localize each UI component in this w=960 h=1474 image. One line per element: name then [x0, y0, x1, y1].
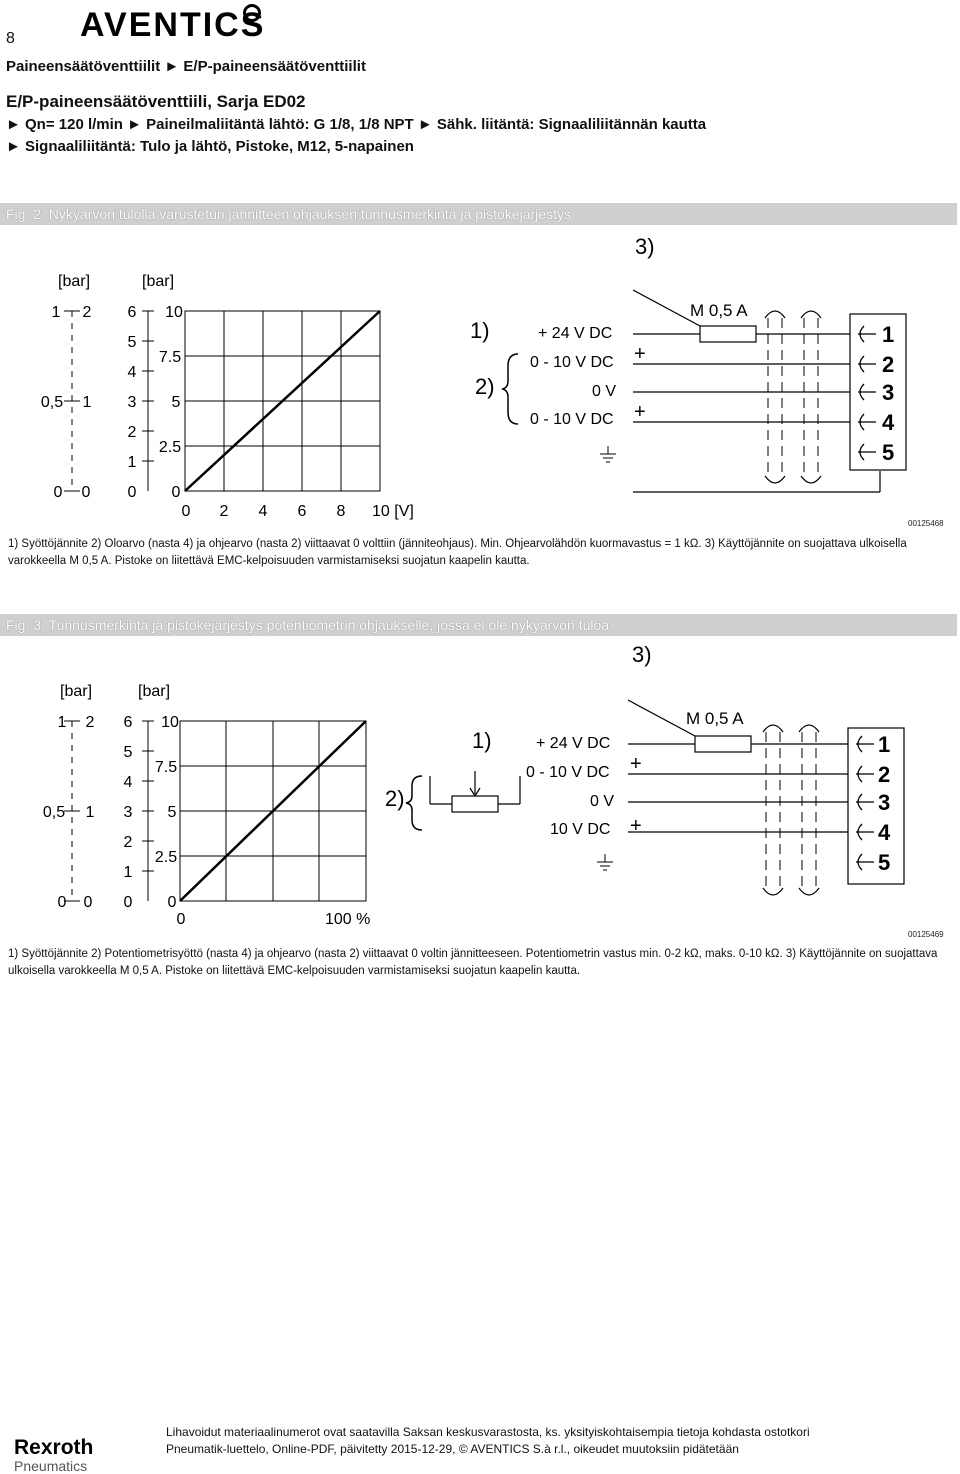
- fig3-axis2-label: 5: [123, 744, 133, 761]
- fig3-caption: 1) Syöttöjännite 2) Potentiometrisyöttö (nasta 4) ja ohjearvo (nasta 2) viittaavat 0 voltin jännitteeseen. Potentiometrin vastus min. 0-2 kΩ, maks. 0-10 kΩ. 3) Käyttöjännite on suojattava ulkoisella varokkeella M 0,5 A. Pistoke on liitettävä EMC-kelpoisuuden varmistamiseksi suojatun kaapelin kautta.: [8, 948, 938, 977]
- fig3-pin: 2: [878, 762, 891, 787]
- fig3-axis2-label: 2: [123, 834, 133, 851]
- fig2-code: 00125468: [908, 519, 944, 528]
- fig2-axis1-label: 0: [53, 484, 63, 501]
- fig3-axis2-label: 6: [123, 714, 133, 731]
- fig3-plus: +: [630, 753, 642, 775]
- fig3-wires: [628, 700, 904, 884]
- fig3-title: Fig. 3, Tunnusmerkintä ja pistokejärjestys potentiometrin ohjaukselle, jossa ei ole nykyarvon tuloa: [6, 617, 610, 633]
- fig2-pin: 3: [882, 380, 895, 405]
- fig3-pin-contacts: [856, 736, 874, 870]
- fig2-title: Fig. 2, Nykyarvon tulolla varustetun jännitteen ohjauksen tunnusmerkintä ja pistokejärjestys: [6, 206, 571, 222]
- fig2-axis1-label: 0: [81, 484, 91, 501]
- fig2-axis3-label: 10: [165, 304, 183, 321]
- breadcrumb: Paineensäätöventtiilit ► E/P-paineensäätöventtiilit: [6, 58, 366, 75]
- fig3-axis3-label: 10: [161, 714, 179, 731]
- fig3-x-tick: 100 %: [325, 911, 371, 928]
- fig2-pin: 5: [882, 440, 895, 465]
- fig3-diagram: [0, 636, 960, 936]
- fig2-axis1-label: 2: [82, 304, 92, 321]
- fig3-pin: 5: [878, 850, 891, 875]
- fig2-axis1-label: 0,5: [40, 394, 64, 411]
- fig3-pin: 1: [878, 732, 891, 757]
- fig2-axis2-label: 2: [127, 424, 137, 441]
- fig3-unit1: [bar]: [60, 683, 93, 700]
- rexroth-logo-sub: Pneumatics: [14, 1458, 88, 1474]
- fig3-axis2-label: 0: [123, 894, 133, 911]
- fig2-axis3-label: 0: [171, 484, 181, 501]
- fig3-line: 0 - 10 V DC: [526, 764, 610, 781]
- aventics-logo: AVENTICS: [80, 6, 266, 44]
- fig2-unit2: [bar]: [142, 273, 175, 290]
- fig3-axis1-label: 1: [57, 714, 67, 731]
- page-title: E/P-paineensäätöventtiili, Sarja ED02: [6, 92, 306, 111]
- rexroth-logo: Rexroth: [14, 1436, 94, 1459]
- fig2-pin: 4: [882, 410, 895, 435]
- fig2-title-bar: [0, 203, 957, 225]
- fig2-axis1-label: 1: [51, 304, 61, 321]
- fig3-code: 00125469: [908, 930, 944, 939]
- fig3-axis1-label: 0: [57, 894, 67, 911]
- fig3-x-tick: 0: [176, 911, 186, 928]
- fig2-x-tick: 2: [219, 503, 229, 520]
- fig2-axis3-label: 2.5: [158, 439, 182, 456]
- fig3-axis2-label: 1: [123, 864, 133, 881]
- fig2-pin: 2: [882, 352, 895, 377]
- fig2-caption: 1) Syöttöjännite 2) Oloarvo (nasta 4) ja ohjearvo (nasta 2) viittaavat 0 volttiin (jänniteohjaus). Min. Ohjearvolähdön kuormavastus = 1 kΩ. 3) Käyttöjännite on suojattava ulkoisella varokkeella M 0,5 A. Pistoke on liitettävä EMC-kelpoisuuden varmistamiseksi suojatun kaapelin kautta.: [8, 538, 907, 567]
- fig3-fuse: M 0,5 A: [686, 709, 744, 728]
- fig3-pin: 3: [878, 790, 891, 815]
- fig3-axis1-label: 1: [85, 804, 95, 821]
- fig3-unit2: [bar]: [138, 683, 171, 700]
- fig3-axis1-label: 0,5: [42, 804, 66, 821]
- fig2-wires: [633, 290, 906, 492]
- fig2-label2: 2): [475, 374, 495, 399]
- fig2-axis3-label: 5: [171, 394, 181, 411]
- fig2-axis2-label: 6: [127, 304, 137, 321]
- fig2-label1: 1): [470, 318, 490, 343]
- fig3-shield-lines: [766, 732, 816, 888]
- fig3-axis2-label: 4: [123, 774, 133, 791]
- fig2-line: 0 V: [592, 383, 617, 400]
- fig2-line: 0 - 10 V DC: [530, 411, 614, 428]
- fig3-potentiometer-icon: [430, 771, 520, 812]
- fig2-x-tick: 6: [297, 503, 307, 520]
- fig2-diagram: [0, 226, 960, 526]
- spec-line-2: ► Signaaliliitäntä: Tulo ja lähtö, Pistoke, M12, 5-napainen: [6, 138, 414, 155]
- fig2-pin: 1: [882, 322, 895, 347]
- fig2-plus: +: [634, 343, 646, 365]
- fig3-line: 0 V: [590, 793, 615, 810]
- fig3-label1: 1): [472, 728, 492, 753]
- fig2-plus: +: [634, 401, 646, 423]
- fig3-shield-caps: [763, 725, 819, 895]
- fig3-pin: 4: [878, 820, 891, 845]
- fig3-axis3-label: 2.5: [154, 849, 178, 866]
- fig2-line: + 24 V DC: [538, 325, 613, 342]
- fig2-axis2-label: 4: [127, 364, 137, 381]
- fig2-x-tick: 10 [V]: [372, 503, 414, 520]
- fig2-unit1: [bar]: [58, 273, 91, 290]
- fig3-axis3-label: 5: [167, 804, 177, 821]
- footer-line-2: Pneumatik-luettelo, Online-PDF, päivitetty 2015-12-29, © AVENTICS S.à r.l., oikeudet muutoksiin pidätetään: [166, 1442, 739, 1456]
- fig2-axis2-label: 5: [127, 334, 137, 351]
- aventics-logo-mark-icon: [243, 4, 261, 22]
- fig3-title-bar: [0, 614, 957, 636]
- fig3-label3: 3): [632, 642, 652, 667]
- fig3-plus: +: [630, 815, 642, 837]
- spec-line-1: ► Qn= 120 l/min ► Paineilmaliitäntä lähtö: G 1/8, 1/8 NPT ► Sähk. liitäntä: Signaaliliitännän kautta: [6, 116, 707, 133]
- fig2-fuse: M 0,5 A: [690, 301, 748, 320]
- fig2-shield-caps: [765, 311, 821, 483]
- page-number: 8: [6, 30, 15, 47]
- fig3-line: + 24 V DC: [536, 735, 611, 752]
- fig2-line: 0 - 10 V DC: [530, 354, 614, 371]
- fig2-ground-icon: [600, 446, 616, 462]
- fig2-x-tick: 8: [336, 503, 346, 520]
- fig2-pin-contacts: [858, 326, 876, 460]
- fig3-axis3-label: 0: [167, 894, 177, 911]
- fig3-ground-icon: [597, 854, 613, 870]
- fig3-axis3-label: 7.5: [154, 759, 178, 776]
- fig2-axis3-label: 7.5: [158, 349, 182, 366]
- footer-line-1: Lihavoidut materiaalinumerot ovat saatavilla Saksan keskusvarastosta, ks. yksityiskohtaisempia tietoja kohdasta ostotkori: [166, 1425, 810, 1439]
- fig3-axis1-label: 0: [83, 894, 93, 911]
- fig2-x-tick: 4: [258, 503, 268, 520]
- fig2-brace-icon: [502, 354, 518, 424]
- fig3-axis2-label: 3: [123, 804, 133, 821]
- fig3-label2: 2): [385, 786, 405, 811]
- fig2-axis2-label: 1: [127, 454, 137, 471]
- fig2-label3: 3): [635, 234, 655, 259]
- fig2-axis1-label: 1: [82, 394, 92, 411]
- fig2-axis2-label: 3: [127, 394, 137, 411]
- fig2-axis2-label: 0: [127, 484, 137, 501]
- fig3-axis1-label: 2: [85, 714, 95, 731]
- fig2-x-tick: 0: [181, 503, 191, 520]
- fig2-shield-lines: [768, 318, 818, 476]
- fig3-line: 10 V DC: [550, 821, 611, 838]
- fig3-brace-icon: [406, 776, 422, 830]
